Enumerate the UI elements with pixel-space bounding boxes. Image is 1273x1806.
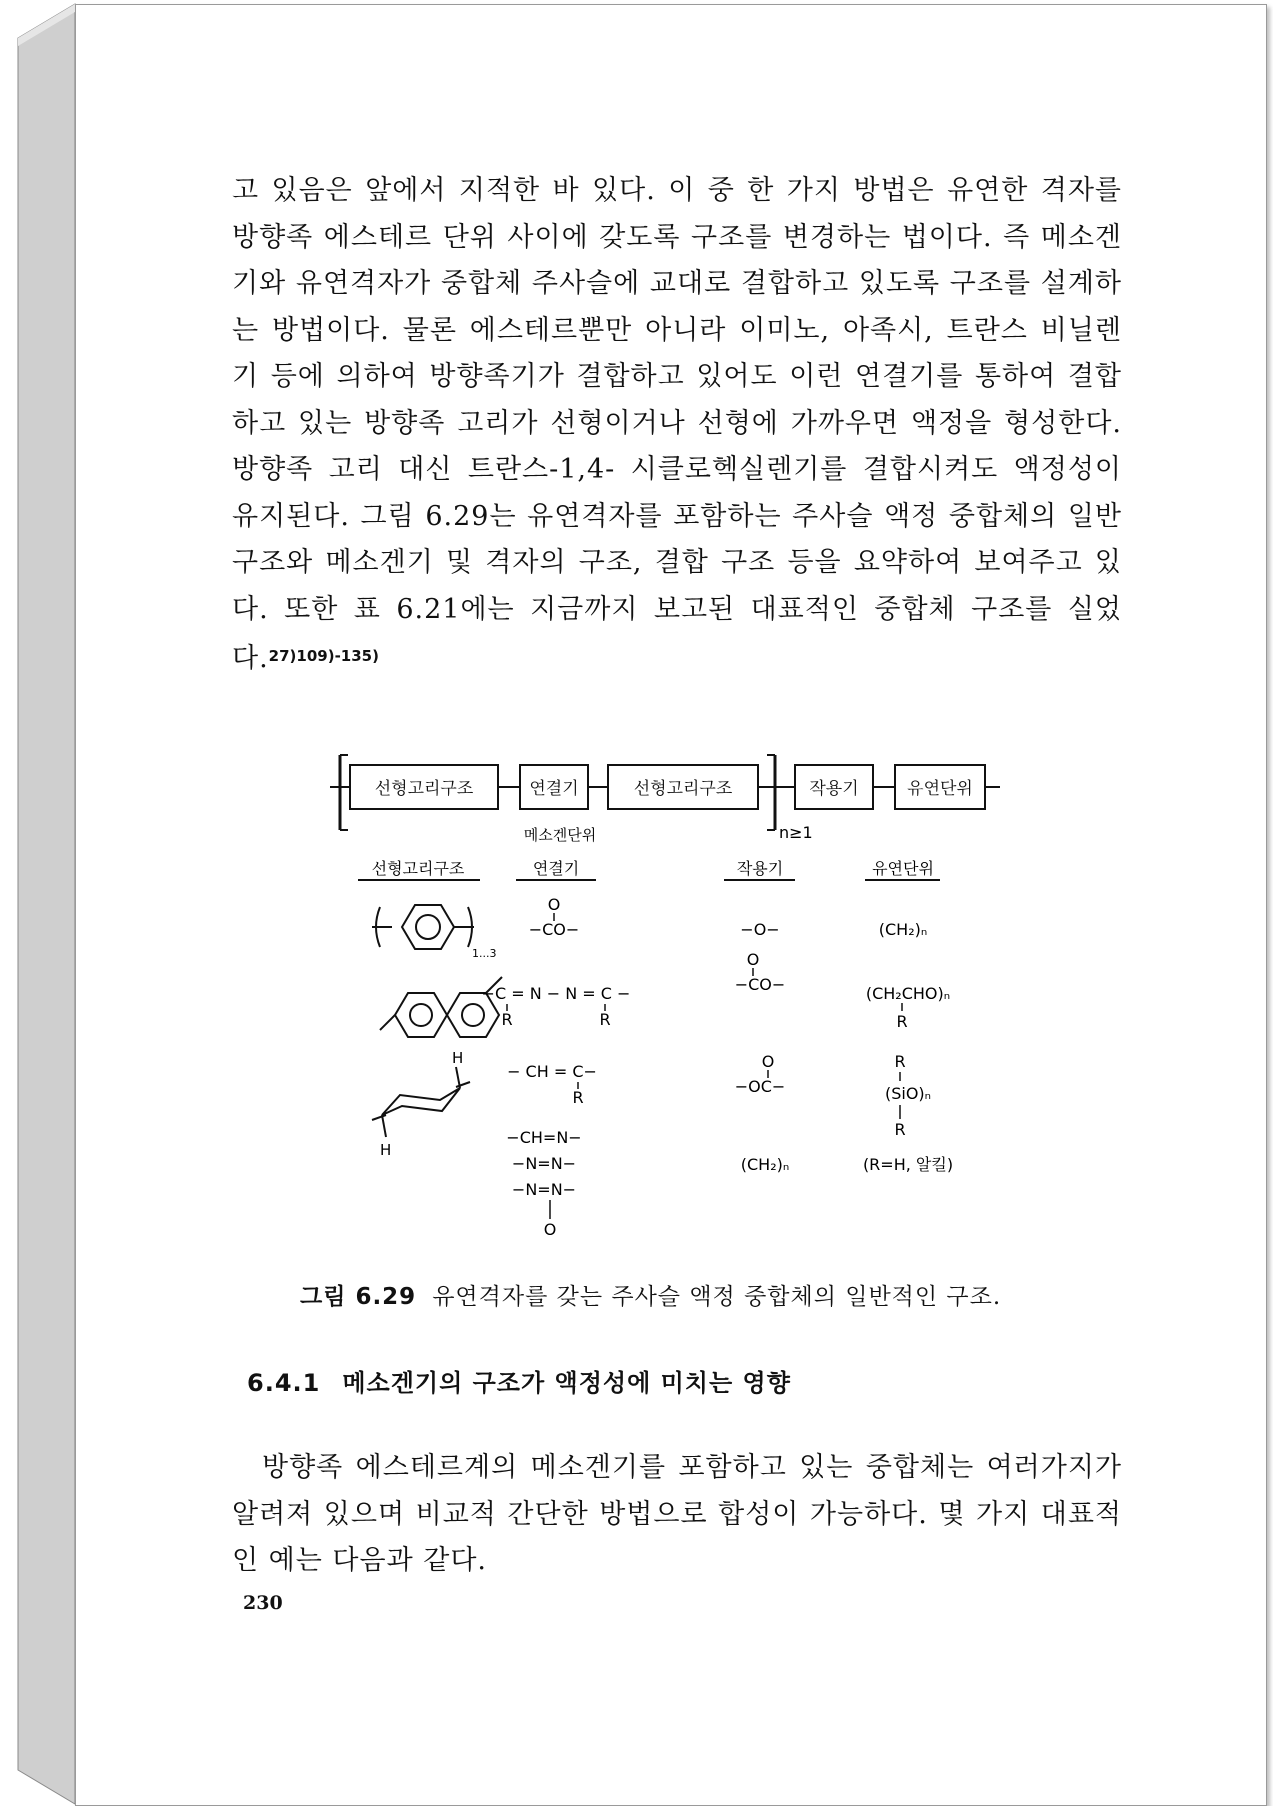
- box-functional-group: 작용기: [809, 779, 859, 799]
- linker-azoxy-oxygen: O: [543, 1220, 557, 1239]
- body-paragraph-2: [232, 1445, 1122, 1585]
- linker-azomethine-R1: R: [501, 1010, 513, 1029]
- column-header-functional: 작용기: [736, 859, 784, 878]
- page-number: 230: [243, 1592, 283, 1614]
- section-heading: [247, 1363, 791, 1398]
- flexible-oxy-R: R: [896, 1012, 908, 1031]
- flexible-siloxane-R-top: R: [894, 1052, 906, 1071]
- functional-ester2: −OC−: [734, 1077, 786, 1096]
- linker-imine: −CH=N−: [506, 1128, 582, 1147]
- flexible-siloxane-R-bottom: R: [894, 1120, 906, 1139]
- linker-ester: −CO−: [528, 920, 580, 939]
- reference-marks: 27)109)-135): [268, 647, 379, 665]
- section-title: 메소겐기의 구조가 액정성에 미치는 영향: [342, 1369, 791, 1397]
- box-linear-ring-2: 선형고리구조: [633, 779, 733, 799]
- paragraph-1-text: 고 있음은 앞에서 지적한 바 있다. 이 중 한 가지 방법은 유연한 격자를 방향족 에스테르 단위 사이에 갖도록 구조를 변경하는 법이다. 즉 메소겐기와 유연격자가 중합체 주사슬에 교대로 결합하고 있도록 구조를 설계하는 방법이다. 물론 에스테르뿐만 아니라 이미노, 아족시, 트란스 비닐렌기 등에 의하여 방향족기가 결합하고 있어도 이런 연결기를 통하여 결합하고 있는 방향족 고리가 선형이거나 선형에 가까우면 액정을 형성한다. 방향족 고리 대신 트란스-1,4- 시클로헥실렌기를 결합시켜도 액정성이 유지된다. 그림 6.29는 유연격자를 포함하는 주사슬 액정 중합체의 일반구조와 메소겐기 및 격자의 구조, 결합 구조 등을 요약하여 보여주고 있다. 또한 표 6.21에는 지금까지 보고된 대표적인 중합체 구조를 실었다.: [232, 175, 1122, 674]
- ring-subscript: 1...3: [472, 947, 497, 960]
- body-paragraph-1: [232, 168, 1122, 683]
- caption-text: 유연격자를 갖는 주사슬 액정 중합체의 일반적인 구조.: [432, 1284, 1002, 1310]
- ring-H-top: H: [452, 1049, 464, 1067]
- linker-vinyl: − CH = C−: [507, 1062, 597, 1081]
- linker-ester-oxygen: O: [547, 895, 561, 914]
- functional-methylene: (CH₂)ₙ: [740, 1155, 790, 1174]
- linker-azomethine: −C = N − N = C −: [481, 984, 631, 1003]
- column-header-linker: 연결기: [532, 859, 580, 878]
- flexible-R-note: (R=H, 알킬): [862, 1155, 954, 1174]
- box-linear-ring-1: 선형고리구조: [374, 779, 474, 799]
- functional-ester: −CO−: [734, 975, 786, 994]
- flexible-oxyethylene: (CH₂CHO)ₙ: [865, 984, 951, 1003]
- figure-6-29: [320, 745, 1020, 1255]
- repeat-label: n≥1: [779, 823, 813, 842]
- figure-caption: [300, 1278, 1060, 1311]
- functional-ester2-oxygen: O: [761, 1052, 775, 1071]
- column-header-flexible: 유연단위: [872, 859, 934, 878]
- box-linker: 연결기: [529, 779, 579, 799]
- linker-vinyl-R: R: [572, 1088, 584, 1107]
- ring-H-bottom: H: [380, 1141, 392, 1159]
- functional-ether: −O−: [740, 920, 780, 939]
- column-header-ring: 선형고리구조: [371, 859, 465, 878]
- paragraph-2-text: 방향족 에스테르계의 메소겐기를 포함하고 있는 중합체는 여러가지가 알려져 있으며 비교적 간단한 방법으로 합성이 가능하다. 몇 가지 대표적인 예는 다음과 같다.: [232, 1452, 1122, 1576]
- section-number: 6.4.1: [247, 1369, 321, 1397]
- mesogen-unit-label: 메소겐단위: [523, 826, 597, 844]
- functional-carbonyl-oxygen: O: [746, 950, 760, 969]
- box-flexible-unit: 유연단위: [907, 779, 973, 799]
- linker-azo: −N=N−: [511, 1154, 577, 1173]
- flexible-siloxane: (SiO)ₙ: [884, 1084, 932, 1103]
- linker-azoxy: −N=N−: [511, 1180, 577, 1199]
- caption-label: 그림 6.29: [300, 1284, 417, 1310]
- ring-structures: [372, 905, 502, 1137]
- flexible-methylene: (CH₂)ₙ: [878, 920, 928, 939]
- linker-azomethine-R2: R: [599, 1010, 611, 1029]
